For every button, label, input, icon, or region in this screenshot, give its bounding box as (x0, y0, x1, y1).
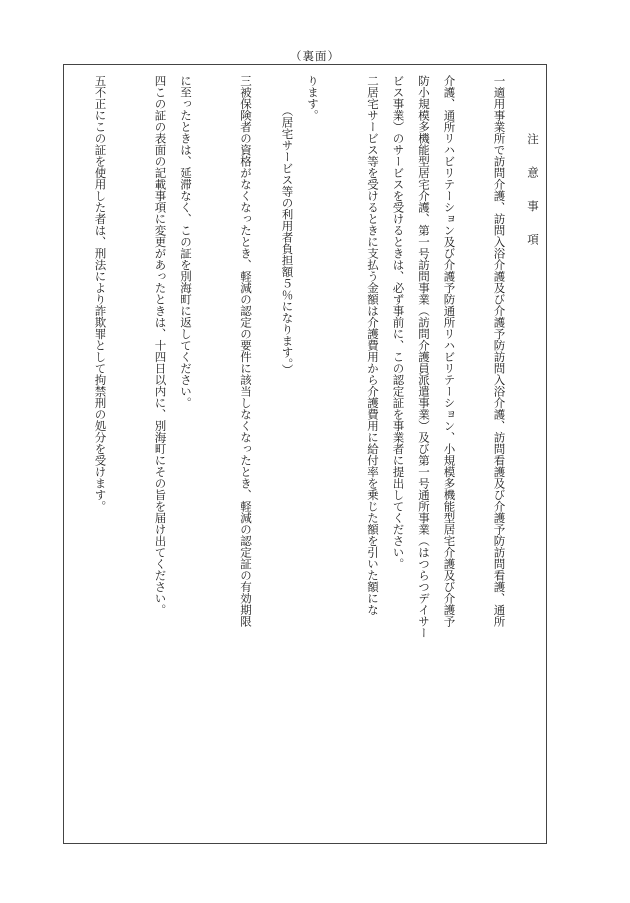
item-number: 五 (93, 75, 108, 87)
item-number: 一 (492, 75, 507, 87)
notice-text (63, 75, 538, 835)
notice-title: 注意事項 (526, 133, 540, 267)
item-text: この証の表面の記載事項に変更があったときは、十四日以内に、別海町にその旨を届け出てください。 (153, 86, 168, 616)
notice-item-2-line-1 (348, 75, 378, 835)
notice-box (63, 64, 547, 844)
item-text: 被保険者の資格がなくなったとき、軽減の認定の要件に該当しなくなったとき、軽減の認定証の有効期限 (239, 86, 253, 627)
notice-item-3-line-1 (221, 75, 251, 835)
item-number: 二 (366, 75, 380, 87)
notice-item-2-note: （居宅サービス等の利用者負担額５％になります。） (280, 105, 295, 376)
notice-item-1-line-4: ビス事業）のサービスを受けるときは、必ず事前に、この認定証を事業者に提出してください。 (391, 75, 406, 570)
notice-item-1-line-3: 防小規模多機能型居宅介護、第一号訪問事業（訪問介護員派遣事業）及び第一号通所事業（はつらつデイサー (417, 75, 431, 639)
item-number: 四 (153, 75, 168, 87)
notice-item-5-line-1 (76, 75, 106, 835)
item-text: 居宅サービス等を受けるときに支払う金額は介護費用から介護費用に給付率を乗じた額を引いた額にな (366, 86, 380, 616)
notice-item-1-line-2: 介護、通所リハビリテーション及び介護予防通所リハビリテーション、小規模多機能型居宅介護及び介護予 (442, 75, 457, 627)
notice-item-1-line-1 (475, 75, 505, 835)
item-text: 適用事業所で訪問介護、訪問入浴介護及び介護予防訪問入浴介護、訪問看護及び介護予防訪問看護、通所 (492, 86, 507, 627)
notice-item-3-line-2: に至ったときは、延滞なく、この証を別海町に返してください。 (179, 75, 193, 409)
notice-item-4-line-1 (136, 75, 166, 835)
notice-item-2-line-2: ります。 (306, 75, 320, 121)
item-number: 三 (239, 75, 253, 87)
page-heading: （裏面） (290, 49, 340, 63)
item-text: 不正にこの証を使用した者は、刑法により詐欺罪として拘禁刑の処分を受けます。 (93, 86, 108, 512)
